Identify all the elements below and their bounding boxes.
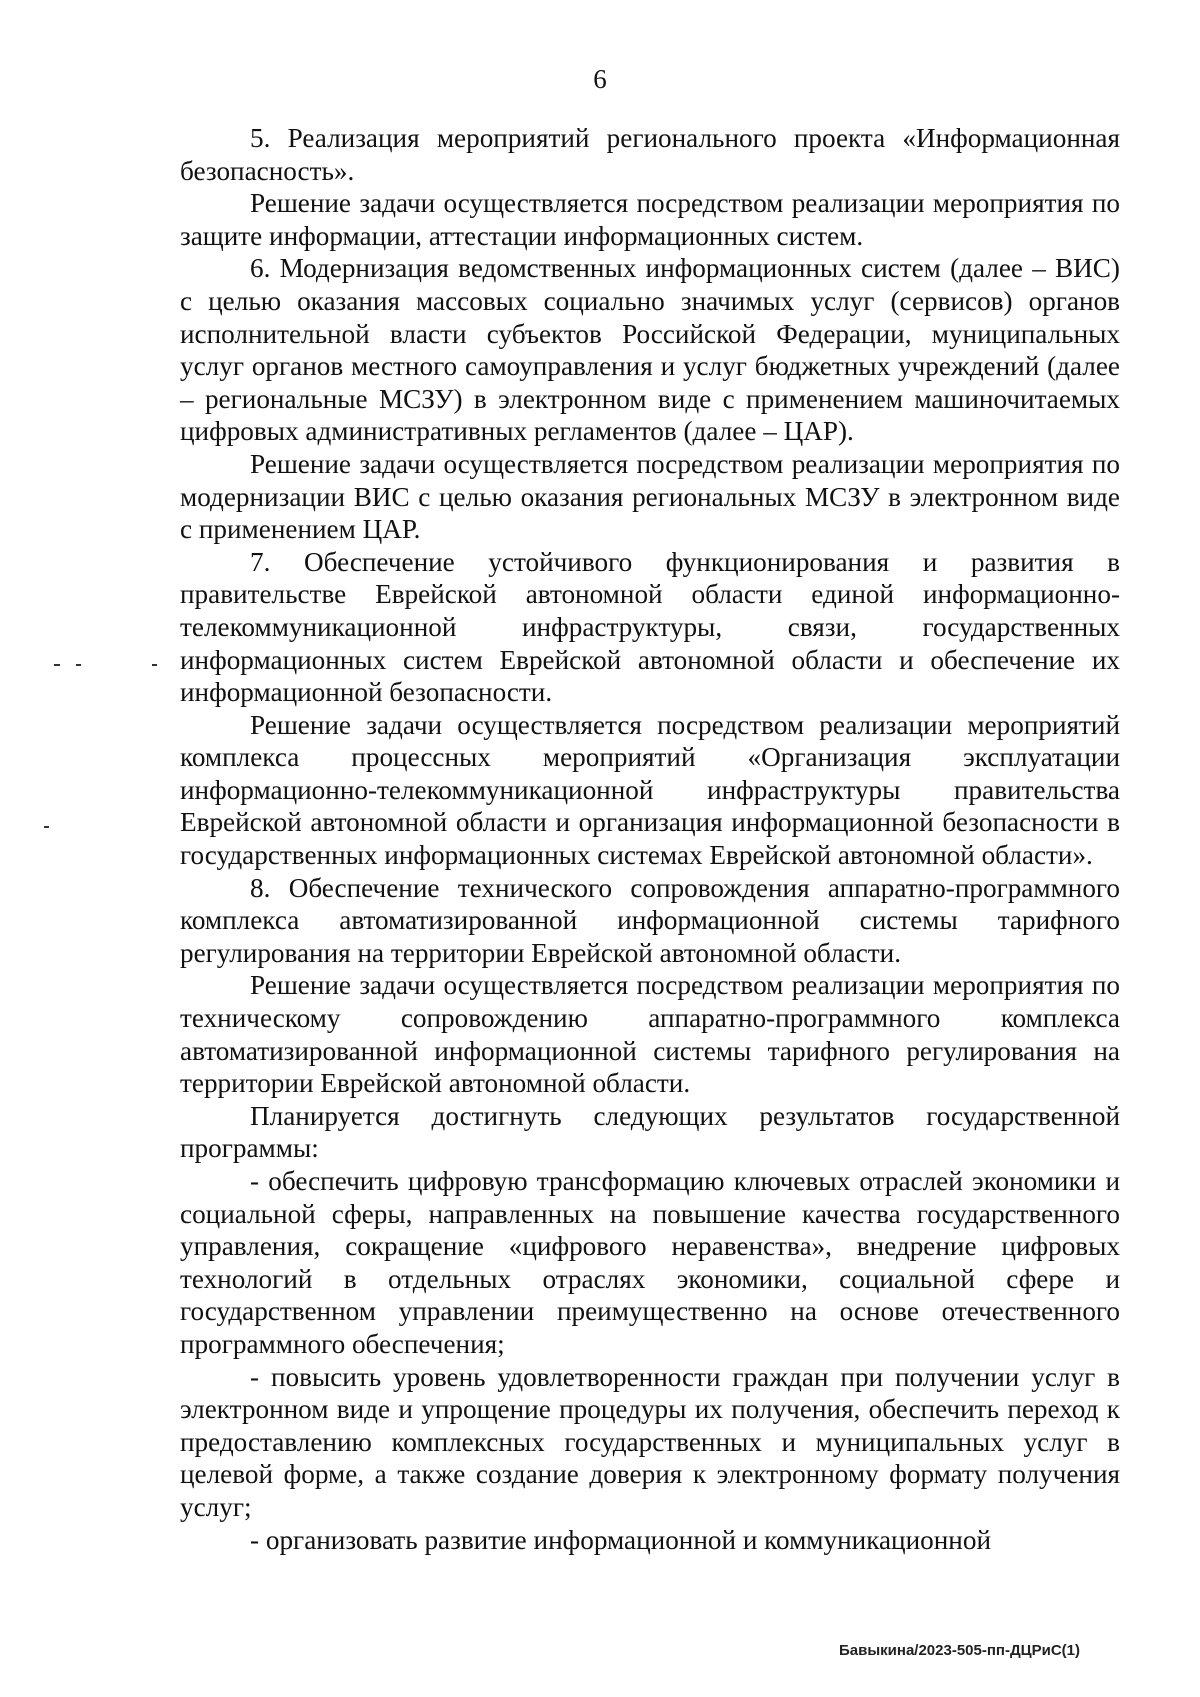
- paragraph-item-6: 6. Модернизация ведомственных информационных систем (далее – ВИС) с целью оказания массовых социально значимых услуг (сервисов) органов исполнительной власти субъектов Российской Федерации, муниципальных услуг органов местного самоуправления и услуг бюджетных учреждений (далее – региональные МСЗУ) в электронном виде с применением машиночитаемых цифровых административных регламентов (далее – ЦАР).: [180, 253, 1120, 447]
- document-body: [180, 122, 1120, 1556]
- paragraph-result-1: - обеспечить цифровую трансформацию ключевых отраслей экономики и социальной сферы, направленных на повышение качества государственного управления, сокращение «цифрового неравенства», внедрение цифровых технологий в отдельных отраслях экономики, социальной сфере и государственном управлении преимущественно на основе отечественного программного обеспечения;: [180, 1166, 1120, 1359]
- paragraph-result-2: - повысить уровень удовлетворенности граждан при получении услуг в электронном виде и упрощение процедуры их получения, обеспечить переход к предоставлению комплексных государственных и муниципальных услуг в целевой форме, а также создание доверия к электронному формату получения услуг;: [180, 1361, 1120, 1522]
- paragraph-item-7: 7. Обеспечение устойчивого функционирования и развития в правительстве Еврейской автономной области единой информационно-телекоммуникационной инфраструктуры, связи, государственных информационных систем Еврейской автономной области и обеспечение их информационной безопасности.: [180, 546, 1120, 708]
- paragraph-solution-6: Решение задачи осуществляется посредством реализации мероприятия по модернизации ВИС с целью оказания региональных МСЗУ в электронном виде с применением ЦАР.: [180, 448, 1120, 545]
- scan-artifact-mark: [152, 664, 157, 666]
- scan-artifact-mark: [54, 664, 60, 666]
- scan-artifact-mark: [76, 664, 81, 666]
- paragraph-item-5: 5. Реализация мероприятий регионального проекта «Информационная безопасность».: [180, 123, 1120, 186]
- paragraph-solution-5: Решение задачи осуществляется посредством реализации мероприятия по защите информации, аттестации информационных систем.: [180, 188, 1120, 251]
- paragraph-results-intro: Планируется достигнуть следующих результатов государственной программы:: [180, 1100, 1120, 1164]
- paragraph-item-8: 8. Обеспечение технического сопровождения аппаратно-программного комплекса автоматизированной информационной системы тарифного регулирования на территории Еврейской автономной области.: [180, 872, 1120, 968]
- page-number: 6: [593, 64, 607, 94]
- paragraph-solution-7: Решение задачи осуществляется посредством реализации мероприятий комплекса процессных мероприятий «Организация эксплуатации информационно-телекоммуникационной инфраструктуры правительства Еврейской автономной области и организация информационной безопасности в государственных информационных системах Еврейской автономной области».: [180, 709, 1120, 871]
- paragraph-result-3: - организовать развитие информационной и коммуникационной: [250, 1524, 991, 1555]
- scan-artifact-mark: [44, 826, 49, 828]
- paragraph-solution-8: Решение задачи осуществляется посредством реализации мероприятия по техническому сопровождению аппаратно-программного комплекса автоматизированной информационной системы тарифного регулирования на территории Еврейской автономной области.: [180, 970, 1120, 1099]
- document-reference-code: Бавыкина/2023-505-пп-ДЦРиС(1): [839, 1642, 1080, 1659]
